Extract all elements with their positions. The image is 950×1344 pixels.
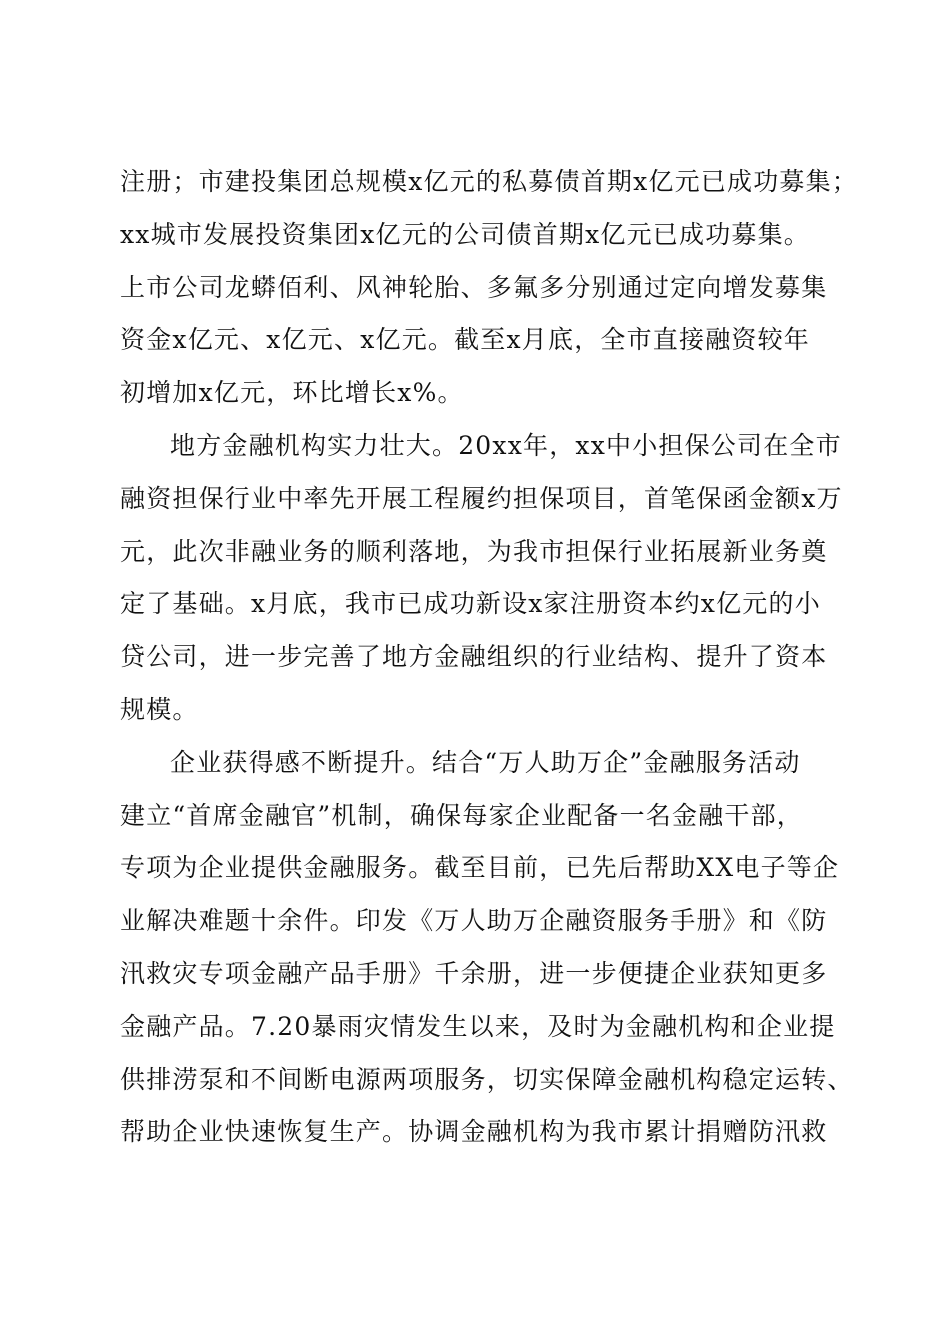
- text-line: 注册；市建投集团总规模x亿元的私募债首期x亿元已成功募集；: [120, 167, 859, 196]
- text-line: 业解决难题十余件。印发《万人助万企融资服务手册》和《防: [120, 906, 828, 936]
- text-line: 规模。: [120, 694, 199, 724]
- text-line: 供排涝泵和不间断电源两项服务，切实保障金融机构稳定运转、: [120, 1064, 854, 1094]
- text-line: 元，此次非融业务的顺利落地，为我市担保行业拓展新业务奠: [120, 536, 828, 566]
- text-line: 汛救灾专项金融产品手册》千余册，进一步便捷企业获知更多: [120, 958, 828, 988]
- text-line: 专项为企业提供金融服务。截至目前，已先后帮助XX电子等企: [120, 853, 840, 883]
- text-line: 建立“首席金融官”机制，确保每家企业配备一名金融干部，: [120, 800, 803, 830]
- body-text: [120, 159, 859, 1162]
- text-line: 金融产品。7.20暴雨灾情发生以来，及时为金融机构和企业提: [120, 1011, 836, 1041]
- paragraph-start-line: 企业获得感不断提升。结合“万人助万企”金融服务活动: [170, 747, 801, 777]
- paragraph-start-line: 地方金融机构实力壮大。20xx年，xx中小担保公司在全市: [170, 430, 842, 460]
- text-line: 上市公司龙蟒佰利、风神轮胎、多氟多分别通过定向增发募集: [120, 272, 828, 302]
- text-line: 初增加x亿元，环比增长x%。: [120, 378, 464, 408]
- text-line: 融资担保行业中率先开展工程履约担保项目，首笔保函金额x万: [120, 483, 843, 513]
- text-line: 贷公司，进一步完善了地方金融组织的行业结构、提升了资本: [120, 642, 828, 672]
- text-line: 资金x亿元、x亿元、x亿元。截至x月底，全市直接融资较年: [120, 325, 810, 355]
- text-line: 定了基础。x月底，我市已成功新设x家注册资本约x亿元的小: [120, 589, 821, 619]
- text-line: 帮助企业快速恢复生产。协调金融机构为我市累计捐赠防汛救: [120, 1117, 828, 1147]
- text-line: xx城市发展投资集团x亿元的公司债首期x亿元已成功募集。: [120, 219, 810, 249]
